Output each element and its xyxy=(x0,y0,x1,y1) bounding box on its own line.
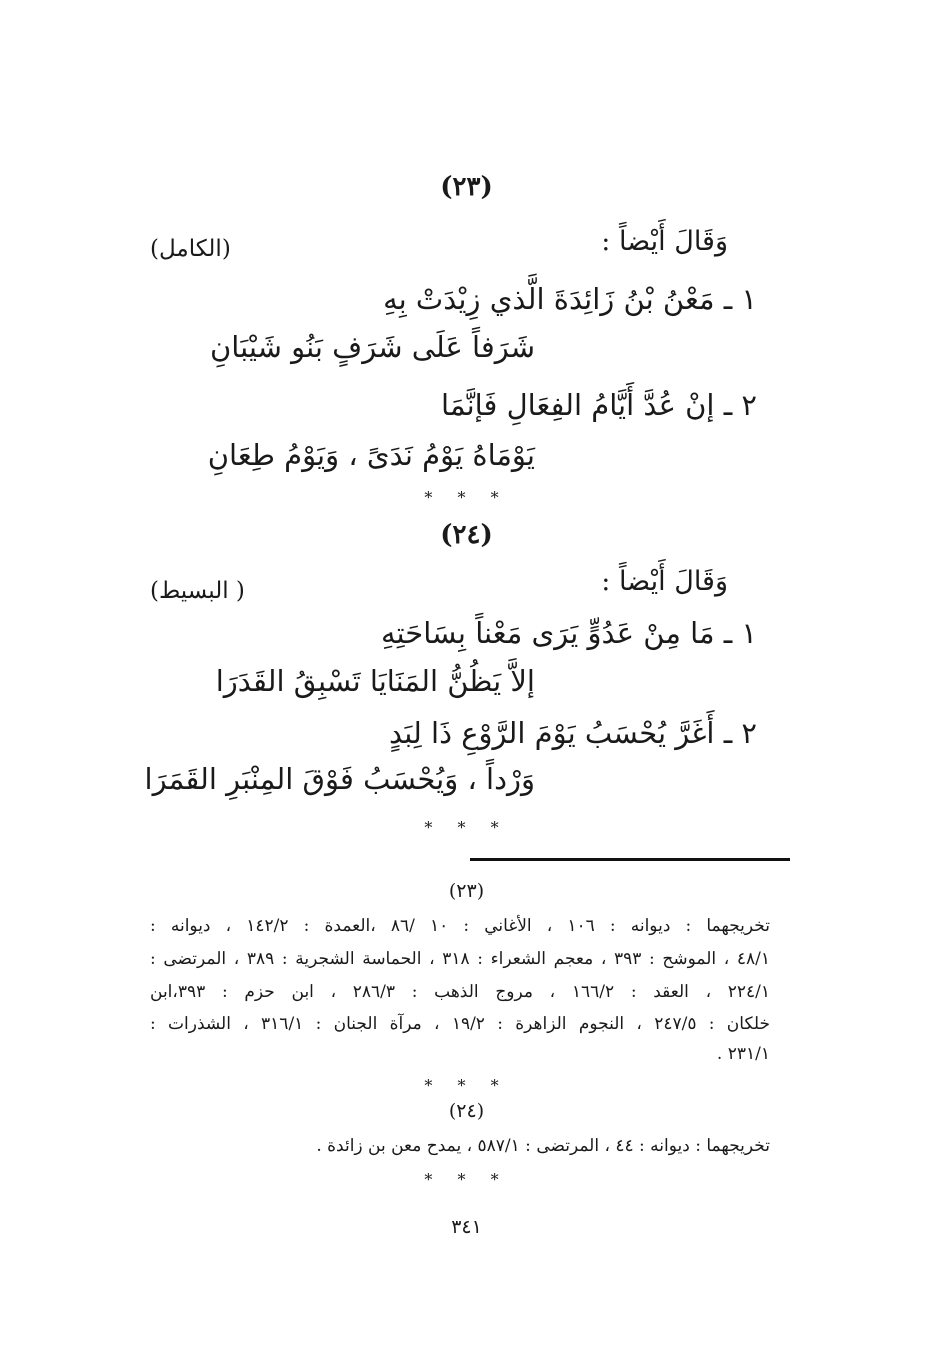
page-number: ٣٤١ xyxy=(451,1216,482,1238)
footnote-23-line-3: ٢٢٤/١ ، العقد : ١٦٦/٢ ، مروج الذهب : ٢٨٦/٣ ، ابن حزم : ٣٩٣،ابن xyxy=(150,982,771,1002)
footnote-24-line-1: تخريجهما : ديوانه : ٤٤ ، المرتضى : ٥٨٧/١ ، يمدح معن بن زائدة . xyxy=(316,1136,770,1156)
poem-number-24: (٢٤) xyxy=(440,520,493,550)
footnote-number-23: (٢٣) xyxy=(448,880,485,902)
poem-23-meter: (الكامل) xyxy=(150,236,231,262)
separator-stars-3: * * * xyxy=(424,1076,509,1095)
poem-23-verse-1-second: شَرَفاً عَلَى شَرَفٍ بَنُو شَيْبَانِ xyxy=(209,330,535,364)
poem-24-verse-2-second: وَرْداً ، وَيُحْسَبُ فَوْقَ المِنْبَرِ القَمَرَا xyxy=(144,762,535,796)
footnote-23-line-4: خلكان : ٢٤٧/٥ ، النجوم الزاهرة : ١٩/٢ ، مرآة الجنان : ٣١٦/١ ، الشذرات : xyxy=(150,1014,770,1034)
poem-23-verse-2-first: ٢ ـ إنْ عُدَّ أَيَّامُ الفِعَالِ فَإنَّمَا xyxy=(440,388,757,422)
footnote-23-line-5: ٢٣١/١ . xyxy=(716,1044,770,1064)
footnote-rule xyxy=(470,858,790,861)
poem-24-intro: وَقَالَ أَيْضاً : xyxy=(601,566,728,597)
poem-24-meter: ( البسيط) xyxy=(150,578,245,604)
separator-stars-4: * * * xyxy=(424,1170,509,1189)
poem-number-23: (٢٣) xyxy=(440,172,493,202)
poem-24-verse-2-first: ٢ ـ أَغَرَّ يُحْسَبُ يَوْمَ الرَّوْعِ ذَا لِبَدٍ xyxy=(389,716,757,750)
poem-24-verse-1-second: إلاَّ يَظُنُّ المَنَايَا تَسْبِقُ القَدَرَا xyxy=(215,664,535,698)
footnote-number-24: (٢٤) xyxy=(448,1100,485,1122)
poem-24-verse-1-first: ١ ـ مَا مِنْ عَدُوٍّ يَرَى مَعْناً بِسَاحَتِهِ xyxy=(381,616,757,650)
poem-23-verse-1-first: ١ ـ مَعْنُ بْنُ زَائِدَةَ الَّذي زِيْدَتْ بِهِ xyxy=(383,282,757,316)
footnote-23-line-2: ٤٨/١ ، الموشح : ٣٩٣ ، معجم الشعراء : ٣١٨ ، الحماسة الشجرية : ٣٨٩ ، المرتضى : xyxy=(150,949,771,969)
separator-stars-1: * * * xyxy=(424,488,509,507)
poem-23-intro: وَقَالَ أَيْضاً : xyxy=(601,226,728,257)
poem-23-verse-2-second: يَوْمَاهُ يَوْمُ نَدَىً ، وَيَوْمُ طِعَانِ xyxy=(207,438,535,472)
footnote-23-line-1: تخريجهما : ديوانه : ١٠٦ ، الأغاني : ١٠ /٨٦ ،العمدة : ١٤٢/٢ ، ديوانه : xyxy=(150,916,770,936)
separator-stars-2: * * * xyxy=(424,818,509,837)
